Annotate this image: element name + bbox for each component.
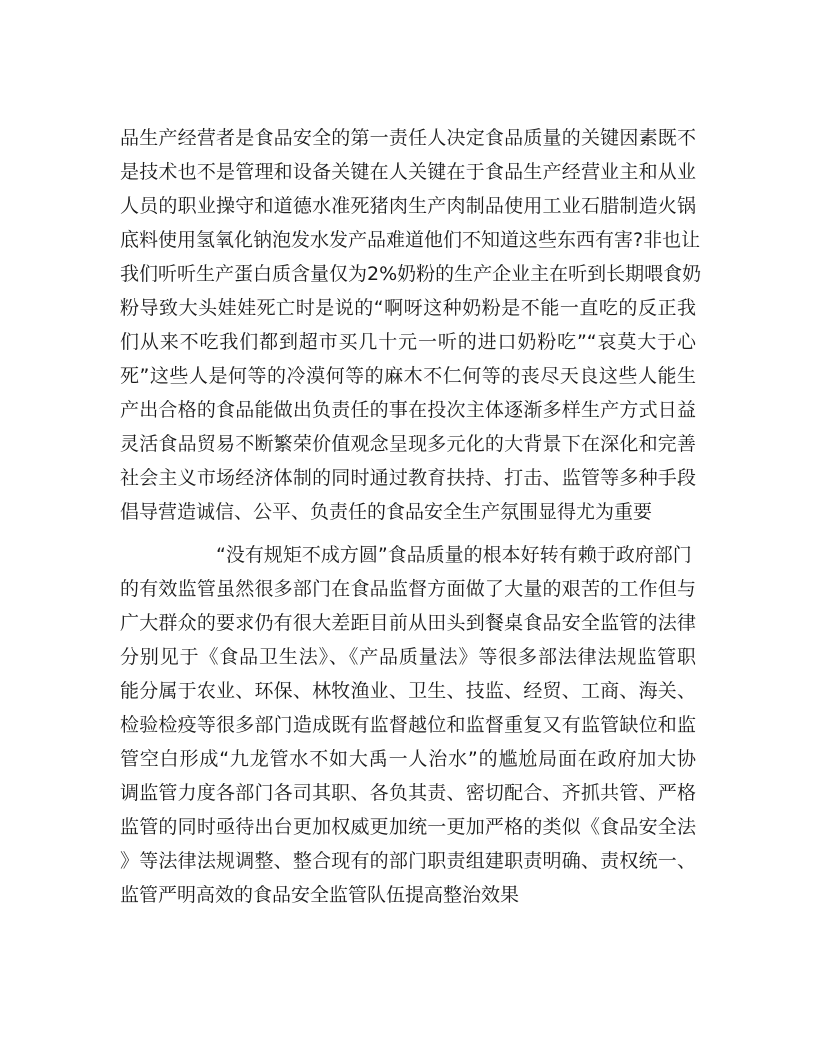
text-line: 监管的同时亟待出台更加权威更加统一更加严格的类似《食品安全法 [120, 816, 696, 838]
text-line: 死”这些人是何等的冷漠何等的麻木不仁何等的丧尽天良这些人能生 [120, 365, 696, 387]
text-line: 管空白形成“九龙管水不如大禹一人治水”的尴尬局面在政府加大协 [120, 748, 696, 770]
text-line: 产出合格的食品能做出负责任的事在投次主体逐渐多样生产方式日益 [120, 399, 696, 421]
text-line: 我们听听生产蛋白质含量仅为2%奶粉的生产企业主在听到长期喂食奶 [120, 263, 702, 285]
text-line: 社会主义市场经济体制的同时通过教育扶持、打击、监管等多种手段 [120, 467, 696, 489]
text-line: 监管严明高效的食品安全监管队伍提高整治效果 [120, 884, 520, 906]
text-line: 们从来不吃我们都到超市买几十元一听的进口奶粉吃”“哀莫大于心 [120, 331, 696, 353]
text-line: 》等法律法规调整、整合现有的部门职责组建职责明确、责权统一、 [120, 850, 696, 872]
text-line: 能分属于农业、环保、林牧渔业、卫生、技监、经贸、工商、海关、 [120, 680, 696, 702]
text-line: 灵活食品贸易不断繁荣价值观念呈现多元化的大背景下在深化和完善 [120, 433, 696, 455]
text-line: 粉导致大头娃娃死亡时是说的“啊呀这种奶粉是不能一直吃的反正我 [120, 297, 696, 319]
text-line: 广大群众的要求仍有很大差距目前从田头到餐桌食品安全监管的法律 [120, 612, 696, 634]
text-line: “没有规矩不成方圆”食品质量的根本好转有赖于政府部门 [216, 544, 692, 566]
text-line: 是技术也不是管理和设备关键在人关键在于食品生产经营业主和从业 [120, 161, 696, 183]
text-line: 的有效监管虽然很多部门在食品监督方面做了大量的艰苦的工作但与 [120, 578, 696, 600]
text-line: 检验检疫等很多部门造成既有监督越位和监督重复又有监管缺位和监 [120, 714, 696, 736]
text-line: 倡导营造诚信、公平、负责任的食品安全生产氛围显得尤为重要 [120, 501, 653, 523]
text-line: 调监管力度各部门各司其职、各负其责、密切配合、齐抓共管、严格 [120, 782, 696, 804]
text-line: 底料使用氢氧化钠泡发水发产品难道他们不知道这些东西有害?非也让 [120, 229, 701, 251]
text-line: 分别见于《食品卫生法》、《产品质量法》等很多部法律法规监管职 [120, 646, 696, 668]
text-line: 品生产经营者是食品安全的第一责任人决定食品质量的关键因素既不 [120, 127, 696, 149]
text-line: 人员的职业操守和道德水准死猪肉生产肉制品使用工业石腊制造火锅 [120, 195, 696, 217]
